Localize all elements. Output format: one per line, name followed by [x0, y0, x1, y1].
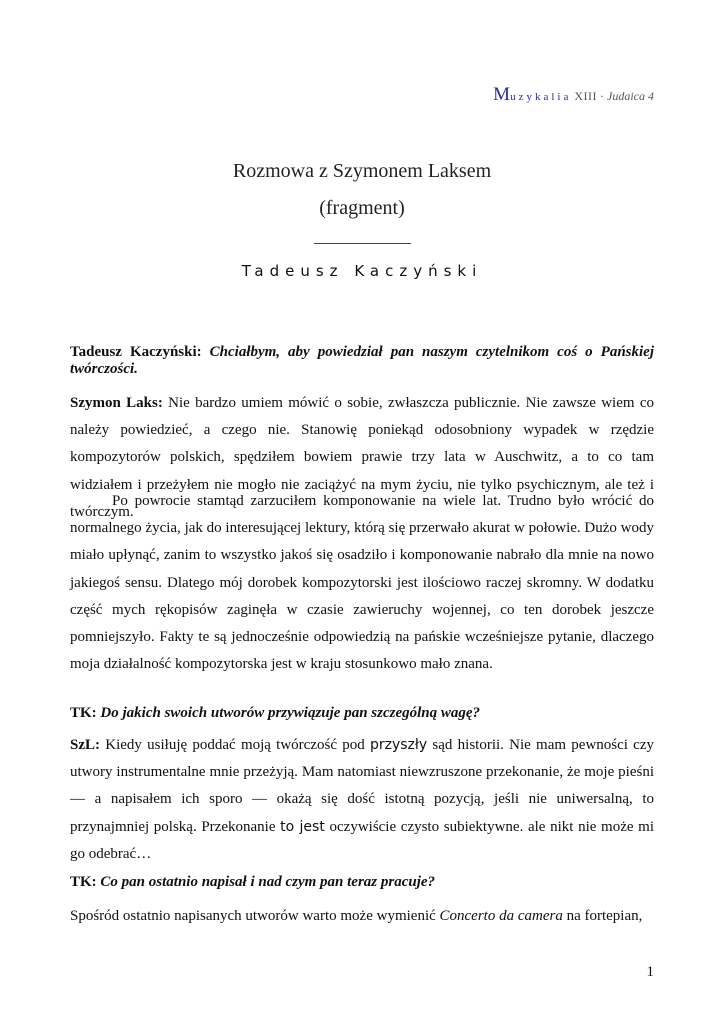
answer-text-sans: przyszły: [369, 737, 428, 753]
page-subtitle: (fragment): [319, 197, 405, 219]
author-name: Tadeusz Kaczyński: [241, 262, 483, 280]
header-series: Judaica 4: [607, 89, 654, 103]
question-text: Co pan ostatnio napisał i nad czym pan teraz pracuje?: [100, 874, 436, 890]
answer-text: Nie bardzo umiem mówić o sobie, zwłaszcza publicznie. Nie zawsze wiem co należy powiedzieć, a czego nie. Stanowię poniekąd odosobniony wypadek w rzędzie kompozytorów polskich, spędziłem bowiem prawie trzy lata w Auschwitz, a to co tam widziałem i przeżyłem nie mogło nie zaciążyć na mym życiu, nie tylko psychicznym, ale też i twórczym.: [70, 395, 654, 520]
answer-text-sans: to jest: [280, 818, 325, 835]
header-initial: M: [493, 84, 511, 105]
work-title: Concerto da camera: [439, 908, 563, 924]
answer-speaker: SzL:: [70, 737, 100, 753]
question-1: [70, 344, 654, 378]
question-speaker: TK:: [70, 705, 97, 721]
page-number: 1: [646, 964, 654, 980]
running-header: [493, 84, 654, 106]
answer-text-part: sąd historii. Nie mam pewności czy utwory instrumentalne mnie przeżyją. Mam natomiast niewzruszone przekonanie, że moje pieśni — a napisałem ich sporo — okażą się dość istotną pozycją, jeśli nie uniwersalną, to przynajmniej polską. Przekonanie: [70, 737, 655, 835]
header-volume: XIII: [574, 89, 597, 103]
header-separator: ·: [600, 89, 604, 103]
answer-speaker: Szymon Laks:: [70, 395, 163, 411]
answer-3: [70, 903, 654, 930]
page-title: Rozmowa z Szymonem Laksem: [232, 160, 492, 182]
question-3: [70, 874, 654, 891]
header-journal-rest: uzykalia: [510, 91, 572, 103]
question-speaker: TK:: [70, 874, 97, 890]
question-text: Do jakich swoich utworów przywiązuje pan szczególną wagę?: [100, 705, 481, 721]
answer-text-part: oczywiście czysto subiektywne. ale nikt nie może mi go odebrać…: [70, 818, 655, 862]
answer-text-part: na fortepian,: [566, 908, 643, 924]
question-text: Chciałbym, aby powiedział pan naszym czytelnikom coś o Pańskiej twórczości.: [70, 344, 655, 377]
answer-text-part: Kiedy usiłuję poddać moją twórczość pod: [105, 737, 365, 753]
answer-1-continued: Po powrocie stamtąd zarzuciłem komponowanie na wiele lat. Trudno było wrócić do normalnego życia, jak do interesującej lektury, którą się przerwało akurat w połowie. Dużo wody miało upłynąć, zanim to wszystko jakoś się osadziło i komponowanie nabrało dla mnie na nowo jakiegoś sensu. Dlatego mój dorobek kompozytorski jest ilościowo raczej skromny. W dodatku część mych rękopisów zaginęła w czasie zawieruchy wojennej, co ten dorobek jeszcze pomniejszyło. Fakty te są jednocześnie odpowiedzią na pańskie wcześniejsze pytanie, dlaczego moja działalność kompozytorska jest w kraju stosunkowo mało znana.: [70, 493, 654, 673]
question-2: [70, 705, 654, 722]
question-speaker: Tadeusz Kaczyński:: [70, 344, 202, 360]
title-divider: [314, 243, 411, 244]
answer-text-part: Spośród ostatnio napisanych utworów warto może wymienić: [70, 908, 436, 924]
answer-2: [70, 732, 654, 868]
